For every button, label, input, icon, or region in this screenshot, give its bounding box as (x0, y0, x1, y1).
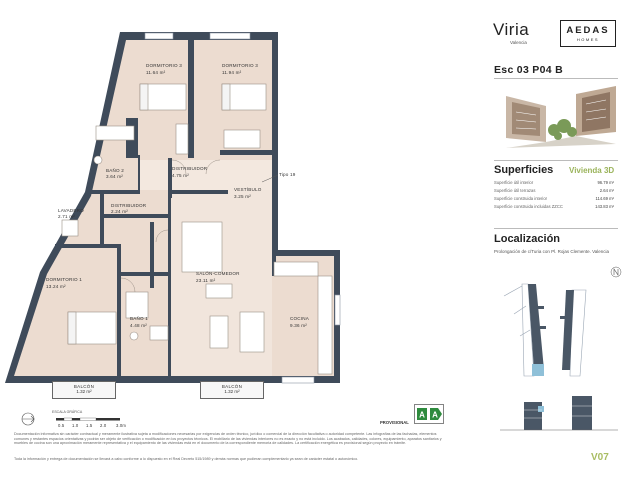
page-code: V07 (591, 452, 609, 463)
room-area: 9.36 m² (290, 323, 307, 328)
room-label: BAÑO 1 (130, 316, 149, 321)
room-area: 23.11 m² (196, 278, 216, 283)
room-label: DORMITORIO 3 (222, 63, 259, 68)
room-label: DISTRIBUIDOR (111, 203, 147, 208)
room-area: 2.71 m² (58, 214, 75, 219)
svg-text:A: A (432, 410, 438, 420)
balcony-2 (200, 381, 264, 399)
room-label: SALÓN-COMEDOR (196, 271, 240, 276)
divider (494, 78, 618, 79)
project-city: Valencia (510, 40, 527, 45)
scale-tick: 1.0 (72, 423, 79, 428)
surface-label: Superficie útil terrazas (494, 188, 536, 193)
legal-disclaimer: Documentación informativa sin carácter contractual y meramente ilustrativa sujeta a modificaciones necesarias por exigencias de orden técnico, jurídico o comercial de la dirección facultativa o autoridad competente. Las infografías de las fachadas, elementos comunes y restantes espacios orientativas y podrán ser objeto de verificación o modificación en los proyectos técnicos. El mobiliario de las viviendas interiores no es exacto y no está incluido. Los acabados, calidades, colores, equipamiento, aparatos sanitarios y muebles de cocina son una aproximación meramente representativa y el equipamiento de las viviendas está en el documento de la correspondiente memoria de calidades. La certificación energética es provisional según proyecto en trámite. (14, 432, 442, 446)
elevation-drawing (524, 396, 592, 430)
room-area: 11.64 m² (146, 70, 166, 75)
room-label: LAVADERO (58, 208, 84, 213)
site-plan (494, 266, 624, 446)
room-area: 2.24 m² (111, 209, 128, 214)
surface-value: 143.83 m² (595, 204, 614, 209)
room-area: 3.64 m² (106, 174, 123, 179)
scale-label: ESCALA GRÁFICA (52, 410, 83, 414)
building-render-image (506, 82, 616, 154)
room-label: DORMITORIO 1 (46, 277, 83, 282)
north-arrow-icon (22, 413, 34, 425)
room-label: DORMITORIO 3 (146, 63, 183, 68)
developer-sub: HOMES (576, 37, 600, 42)
localizacion-title: Localización (494, 233, 561, 245)
unit-title: Esc 03 P04 B (494, 64, 563, 76)
room-label: VESTÍBULO (234, 187, 262, 192)
room-area: 4.48 m² (130, 323, 147, 328)
surface-value: 2.64 m² (599, 188, 614, 193)
balcony-area: 1.32 m² (76, 389, 92, 394)
unit-location-highlight (532, 364, 544, 376)
surface-value: 114.69 m² (595, 196, 614, 201)
scale-tick: 1.5 (86, 423, 93, 428)
surface-row (494, 180, 614, 188)
balcony-label: BALCÓN (73, 384, 95, 389)
room-area: 11.94 m² (222, 70, 242, 75)
balcony-area: 1.32 m² (224, 389, 240, 394)
svg-text:A: A (419, 410, 425, 420)
distribuidor-area (140, 160, 272, 190)
room-area: 4.75 m² (172, 173, 189, 178)
room-area: 13.24 m² (46, 284, 66, 289)
room-label: COCINA (290, 316, 310, 321)
surface-row (494, 188, 614, 196)
project-logo: Viria (493, 20, 530, 39)
room-label: DISTRIBUIDOR (172, 166, 208, 171)
superficies-title: Superficies (494, 164, 554, 176)
room-label: BAÑO 2 (106, 168, 125, 173)
balcony-label: BALCÓN (221, 384, 243, 389)
energy-rating-icon (414, 404, 444, 424)
room-area: 3.25 m² (234, 194, 251, 199)
scale-tick: 0.5 (58, 423, 65, 428)
scale-tick: 3.0m (116, 423, 127, 428)
surface-label: Superficie construida interior (494, 196, 548, 201)
legal-disclaimer-footer: Toda la información y entrega de documentación se llevará a cabo conforme a lo dispuesto en el Real Decreto 515/1989 y demás normas que pudieran complementarlo ya sean de carácter estatal o autonómico. (14, 457, 359, 461)
divider (494, 160, 618, 161)
surface-label: Superficie útil interior (494, 180, 534, 185)
balcony-1 (52, 381, 116, 399)
localizacion-address: Prolongación de c/Turia con Pl. Rojas Clemente. Valencia (494, 249, 610, 254)
energy-provisional-label: PROVISIONAL (380, 420, 409, 425)
surface-row (494, 204, 614, 212)
divider (494, 228, 618, 229)
scale-tick: 2.0 (100, 423, 107, 428)
developer-name: AEDAS (566, 25, 610, 36)
surface-value: 96.79 m² (597, 180, 614, 185)
north-icon (611, 267, 621, 277)
unit-type-label: Tipo 19 (279, 172, 296, 177)
surface-label: Superficie construida incluidas ZZCC (494, 204, 563, 209)
developer-logo (560, 20, 616, 47)
surface-row (494, 196, 614, 204)
vivienda-type: Vivienda 3D (569, 166, 615, 175)
scale-bar (56, 418, 120, 421)
